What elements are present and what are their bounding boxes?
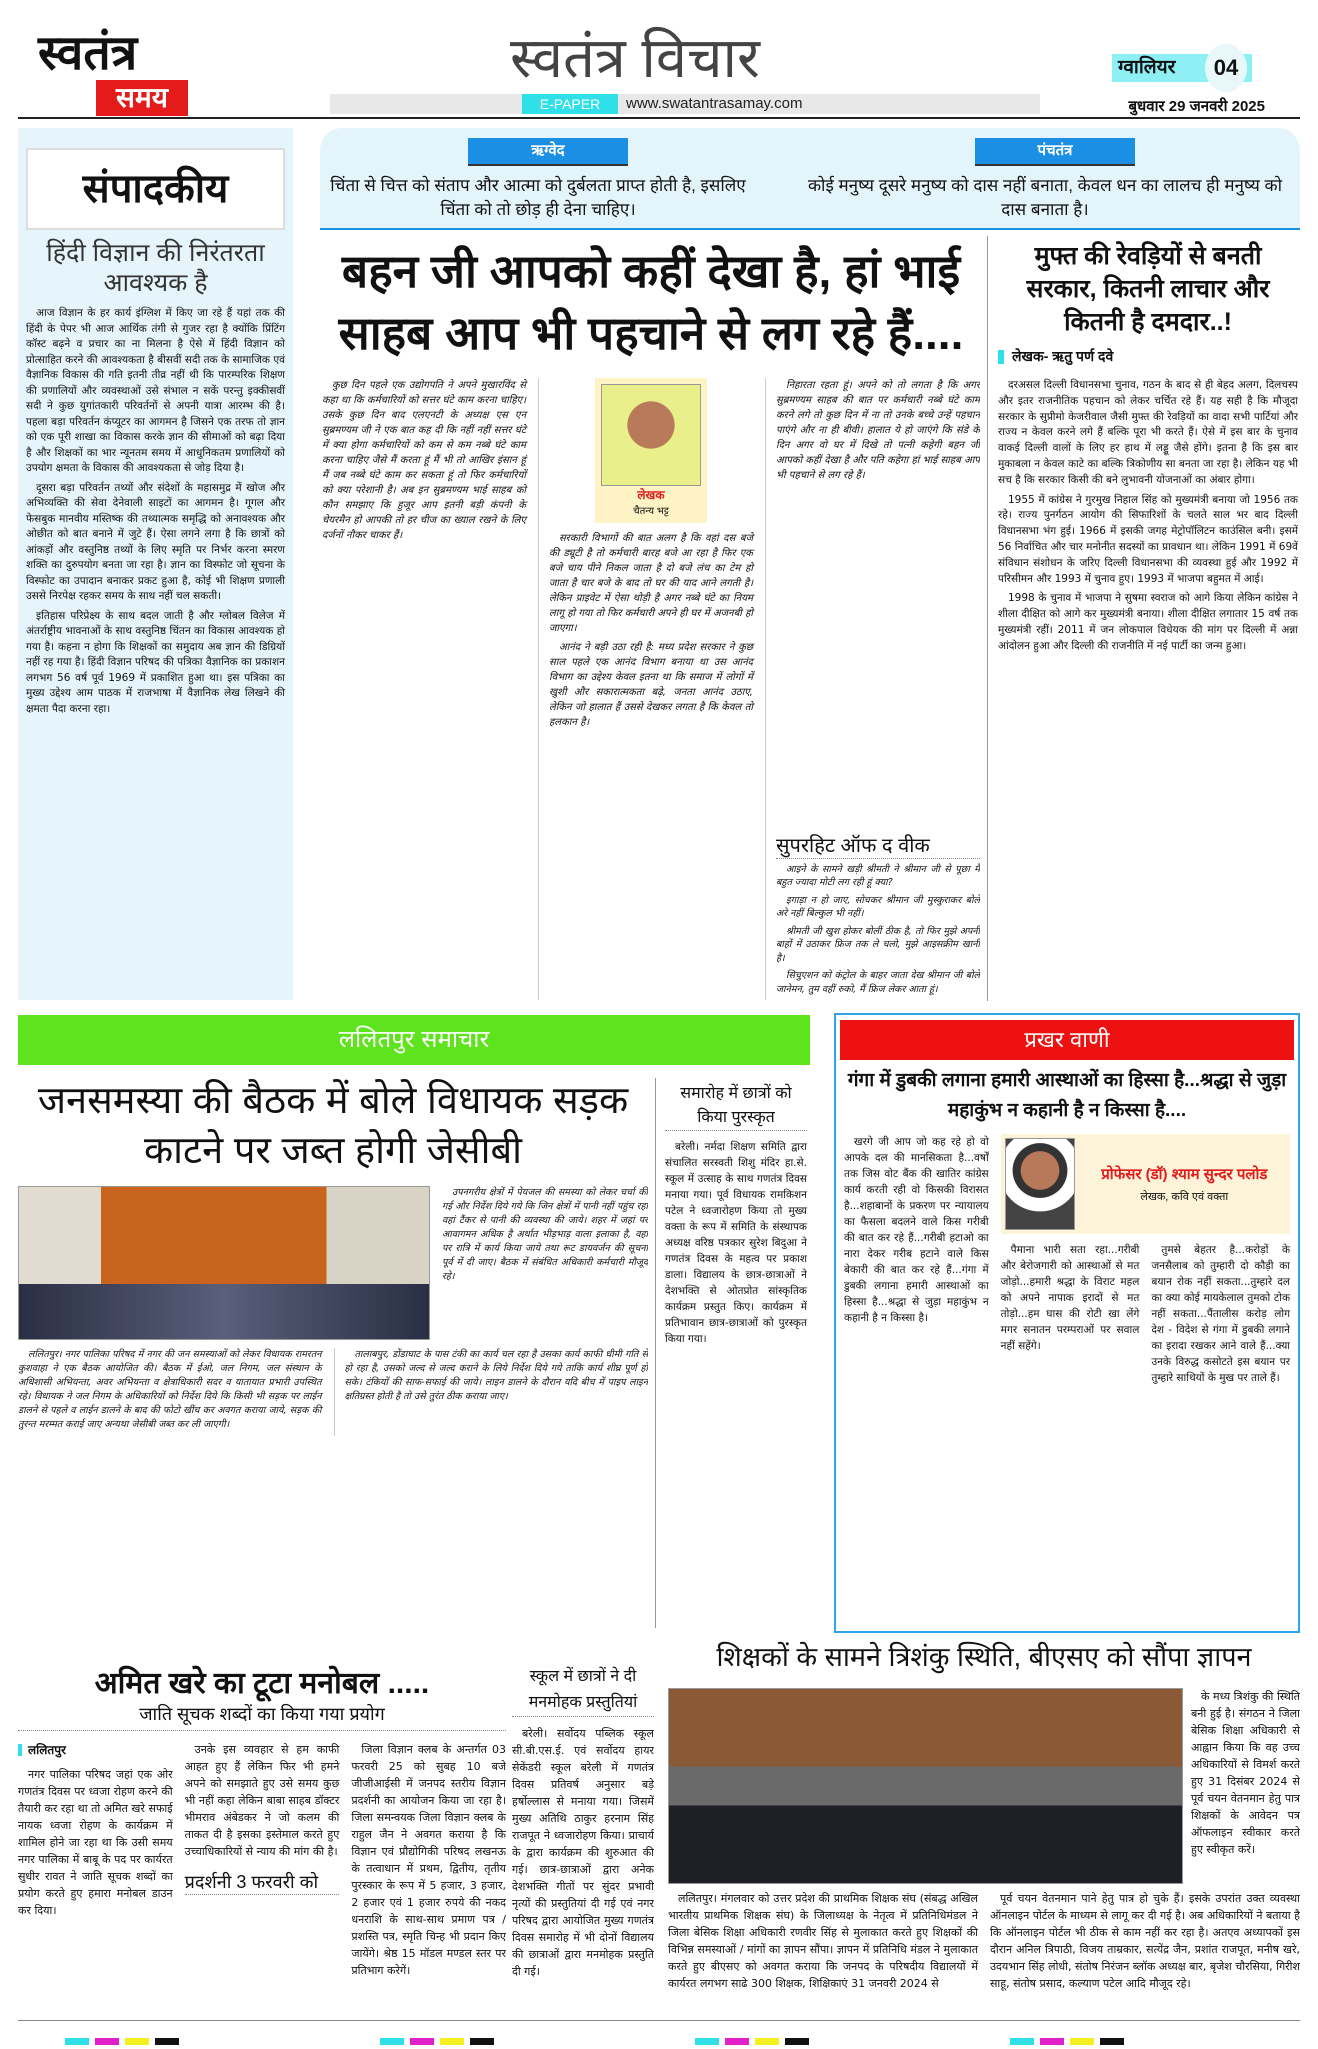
exhibition-body-col — [351, 1741, 506, 2016]
article-paragraph: आनंद ने बड़ी उठा रही है: मध्य प्रदेश सरकार ने कुछ साल पहले एक आनंद विभाग बनाया था उस आनंद विभाग का उद्देश्य केवल इतना था कि समाज में लोगों में खुशी और सकारात्मकता बढ़े, जनता आनंद उठाए, लेकिन जो हालात हैं उससे देखकर लगता है कि केवल तो हलकान है। — [549, 642, 753, 728]
quote-rigveda — [328, 138, 748, 222]
prakhar-vani-box — [834, 1013, 1300, 1633]
columnist-role: लेखक, कवि एवं वक्ता — [1140, 1190, 1229, 1203]
school-story — [512, 1664, 654, 2016]
logo-bottom: समय — [96, 80, 188, 116]
lalitpur-section-label: ललितपुर समाचार — [338, 1026, 490, 1053]
page-number: 04 — [1205, 44, 1247, 92]
joke-line: श्रीमती जी खुश होकर बोलीं ठीक है, तो फिर मुझे अपनी बाहों में उठाकर फ्रिज तक ले चलो, मुझे आइसक्रीम खानी है। — [776, 925, 980, 964]
prakhar-col-2 — [1001, 1242, 1140, 1390]
article-paragraph: नगर पालिका परिषद जहां एक ओर गणतंत्र दिवस पर ध्वजा रोहण करने की तैयारी कर रहा था तो अमित खरे सफाई नायक ध्वजा रोहण के कार्यक्रम में शामिल होने जा रहा था कि उसी समय नगर पालिका में बाबू के पद पर कार्यरत सुधीर रावत ने जाति सूचक शब्दों का प्रयोग करते हुए हमारा मनोबल डाउन कर दिया। — [18, 1767, 173, 1917]
article-paragraph: दरअसल दिल्ली विधानसभा चुनाव, गठन के बाद से ही बेहद अलग, दिलचस्प और इतर राजनीतिक पहचान को लेकर चर्चित रहे हैं। यह सही है कि मौजूदा सरकार के सुप्रीमो केजरीवाल जैसी मुफ्त की रेवड़ियों का वादा सभी पार्टियां और राज्य न केवल करने लगे हैं बल्कि पूरा भी करते हैं। ऐसे में इस बार के चुनाव वाकई दिल्ली वालों के लिए हर हाथ में लड्डू जैसे होंगे। इतना है कि इस बार मुकाबला न केवल काटे का बल्कि त्रिकोणीय सा बनता जा रहा है। लेकिन यह भी सच है कि सरकार किसी की बने लुभावनी योजनाओं का अंबार होगा। — [998, 379, 1298, 486]
quote-label: पंचतंत्र — [975, 138, 1135, 166]
amit-dateline — [18, 1741, 173, 1758]
masthead-divider — [18, 117, 1300, 119]
registration-marks — [0, 2030, 1318, 2040]
epaper-label: E-PAPER — [522, 94, 618, 114]
side-story — [665, 1082, 807, 1628]
cmyk-marks — [65, 2030, 185, 2049]
columnist-name: प्रोफेसर (डॉ) श्याम सुन्दर पलोड — [1101, 1165, 1268, 1183]
byline-text: लेखक- ऋतु पर्ण दवे — [1012, 348, 1114, 364]
dateline-text: ललितपुर — [28, 1742, 66, 1757]
article-paragraph: पैमाना भारी सता रहा...गरीबी और बेरोजगारी को आस्थाओं से मत जोड़ो...हमारी श्रद्धा के विराट महल को अपने नापाक इरादों से मत तोड़ो...हम घास की रोटी खा लेंगे मगर सनातन परम्पराओं पर सवाल नहीं सहेंगे। — [1000, 1244, 1140, 1352]
editorial-paragraph: इतिहास परिप्रेक्ष्य के साथ बदल जाती है और ग्लोबल विलेज में अंतर्राष्ट्रीय भावनाओं के साथ वस्तुनिष्ठ चिंतन का विकास आवश्यक हो गया है। कहना न होगा कि शिक्षकों का समुदाय अब ज्ञान की डिग्रियों नहीं रह गया है। हिंदी विज्ञान परिषद की पत्रिका वैज्ञानिक का प्रकाशन लगभग 56 वर्ष पूर्व 1969 में प्रकाशित हुआ था। इस पत्रिका का मुख्य उद्देश्य आम पाठक में राजभाषा में वैज्ञानिक लेख लिखने की क्षमता पैदा करना रहा। — [26, 609, 285, 715]
lalitpur-main-headline: जनसमस्या की बैठक में बोले विधायक सड़क काटने पर जब्त होगी जेसीबी — [37, 1080, 629, 1172]
footer-rule — [18, 2020, 1300, 2021]
website-link[interactable]: www.swatantrasamay.com — [626, 95, 803, 112]
column-divider — [655, 1078, 656, 1628]
side-story-headline: समारोह में छात्रों को किया पुरस्कृत — [665, 1082, 807, 1131]
meeting-table — [19, 1284, 429, 1339]
article-paragraph: खरगे जी आप जो कह रहे हो वो आपके दल की मानसिकता है...वर्षों तक जिस वोट बैंक की खातिर कांग्रेस कार्य करती रही वो किसकी विरासत है...शहाबानों के प्रकरण पर न्यायालय का फैसला बदलने वाले किस गरीबी की बात कर रहे हैं...गरीबी हटाओ का नारा देकर गरीब हटाने वाले किस बेकारी की बात कर रहे हैं...गंगा में डुबकी लगाना हमारी आस्थाओं का हिस्सा है...श्रद्धा से जुड़ा महाकुंभ न कहानी है न किस्सा है। — [844, 1136, 989, 1324]
byline — [998, 347, 1298, 366]
amit-story — [18, 1664, 506, 2016]
prakhar-right-part — [1001, 1134, 1290, 1625]
side-story-body — [665, 1139, 807, 1351]
logo — [38, 28, 173, 118]
byline-marker — [998, 350, 1004, 364]
editorial-column — [18, 128, 293, 1000]
meeting-photo — [18, 1186, 430, 1340]
amit-body-col1 — [18, 1766, 173, 1923]
main-col-2 — [538, 378, 753, 1000]
author-name: चैतन्य भट्ट — [633, 506, 669, 517]
quote-text: चिंता से चित्त को संताप और आत्मा को दुर्बलता प्राप्त होती है, इसलिए चिंता को तो छोड़ ही देना चाहिए। — [330, 176, 746, 219]
school-story-body — [512, 1725, 654, 1984]
lalitpur-col-1 — [18, 1348, 322, 1436]
article-paragraph: 1998 के चुनाव में भाजपा ने सुषमा स्वराज को आगे किया लेकिन कांग्रेस ने शीला दीक्षित को आगे कर मुख्यमंत्री बनाया। शीला दीक्षित लगातार 15 वर्ष तक मुख्यमंत्री रहीं। 2011 में जन लोकपाल विधेयक की मांग पर दिल्ली में अन्ना आंदोलन हुआ और दिल्ली की राजनीति में नई पार्टी का जन्म हुआ। — [998, 592, 1298, 652]
teachers-photo-row — [668, 1688, 1300, 1884]
right-article — [998, 240, 1298, 1000]
lalitpur-section-bar — [18, 1015, 810, 1065]
editorial-paragraph: दूसरा बड़ा परिवर्तन तथ्यों और संदेशों के महासमुद्र में खोज और अभिव्यक्ति की सेवा देनेवाली साइटों का आगमन है। गूगल और फेसबुक मानवीय मस्तिष्क की तथ्यात्मक समृद्धि को अनावश्यक और ओछीत को बात बनाने में जुटे हैं। ऐसा लगने लगा है कि छात्रों को आंकड़ों और वस्तुनिष्ठ तथ्यों के लिए स्मृति पर निर्भर करना स्मरण शक्ति का दुरुपयोग बनता जा रहा है। ज्ञान का विस्फोट जो सूचना के विस्फोट का उपादान बनाकर प्रकट हुआ है, कोई भी शिक्षण प्रणाली उससे निरपेक्ष रहकर समय के साथ नहीं चल सकती। — [26, 481, 285, 602]
teachers-headline: शिक्षकों के सामने त्रिशंकु स्थिति, बीएसए को सौंपा ज्ञापन — [716, 1642, 1252, 1672]
joke-line: आइने के सामने खड़ी श्रीमती ने श्रीमान जी से पूछा मैं बहुत ज्यादा मोटी लग रही हूं क्या? — [776, 863, 980, 888]
quote-panchatantra — [800, 138, 1290, 222]
prakhar-vani-label: प्रखर वाणी — [1024, 1027, 1110, 1052]
article-paragraph: उनके इस व्यवहार से हम काफी आहत हुए हैं लेकिन फिर भी हमने अपने को समझाते हुए उसे समय कुछ भी नहीं कहा लेकिन बाबा साहब डॉक्टर भीमराव अंबेडकर ने जो कलम की ताकत दी है इसका इस्तेमाल करते हुए उच्चाधिकारियों से न्याय की मांग की है। — [184, 1742, 340, 1858]
lalitpur-main — [18, 1076, 648, 1628]
article-paragraph: बरेली। नर्मदा शिक्षण समिति द्वारा संचालित सरस्वती शिशु मंदिर हा.से. स्कूल में उत्साह के साथ गणतंत्र दिवस मनाया गया। पूर्व विधायक रामकिशन पटेल ने ध्वजारोहण किया तो मुख्य वक्ता के रूप में समिति के संस्थापक अध्यक्ष वरिष्ठ पत्रकार सुरेश बिदुआ ने गणतंत्र दिवस के महत्व पर प्रकाश डाला। विद्यालय के छात्र-छात्राओं ने देशभक्ति से ओतप्रोत सांस्कृतिक कार्यक्रम प्रस्तुत किए। कार्यक्रम में प्रतिभावान छात्र-छात्राओं को पुरस्कृत किया गया। — [665, 1141, 807, 1345]
editorial-body — [26, 306, 285, 721]
page-title: स्वतंत्र विचार — [510, 26, 760, 89]
amit-col-1 — [18, 1741, 173, 2016]
prakhar-col-1 — [844, 1134, 989, 1625]
article-paragraph: निहारता रहता हूं। अपने को तो लगता है कि अगर सुब्रमण्यम साहब की बात पर कर्मचारी नब्बे घंटे काम करने लगे तो कुछ दिन में ना तो उनके बच्चे उन्हें पहचान पाएंगे और ना ही बीवी। हालात ये हो जाएंगे कि संडे के दिन अगर वो घर में दिखे तो पत्नी कहेगी बहन जी आपको कहीं देखा है और पति कहेगा हां भाई साहब आप भी पहचाने से लग रहे हैं। — [776, 380, 980, 481]
quotes-band — [320, 128, 1300, 230]
edition-city: ग्वालियर — [1118, 57, 1176, 78]
editorial-label-box — [26, 148, 285, 230]
editorial-headline: हिंदी विज्ञान की निरंतरता आवश्यक है — [46, 239, 265, 297]
prakhar-vani-bar — [840, 1020, 1294, 1060]
article-paragraph: तालाबपुर, डोंडाघाट के पास टंकी का कार्य चल रहा है उसका कार्य काफी धीमी गति से हो रहा है, उसको जल्द से जल्द कराने के लिये निर्देश दिये गये ताकि कार्य शीघ्र पूर्ण हो सके। टंकियों की साफ-सफाई की जाये। लाइन डालने के दौरान यदि बीच में पाइप लाइन क्षतिग्रस्त होती है तो उसे तुरंत ठीक कराया जाए। — [344, 1349, 648, 1402]
lalitpur-main-body — [18, 1348, 648, 1436]
school-story-headline: स्कूल में छात्रों ने दी मनमोहक प्रस्तुतियां — [512, 1664, 654, 1717]
teachers-photo — [668, 1688, 1183, 1884]
teachers-side-body — [1191, 1688, 1300, 1884]
teachers-story — [668, 1632, 1300, 2016]
author-photo-box — [595, 378, 707, 523]
joke-line: सिचुएशन को कंट्रोल के बाहर जाता देख श्रीमान जी बोले जानेमन, तुम वहीं रुको, मैं फ्रिज लेकर आता हूं। — [776, 970, 980, 995]
quote-text: कोई मनुष्य दूसरे मनुष्य को दास नहीं बनाता, केवल धन का लालच ही मनुष्य को दास बनाता है। — [807, 176, 1283, 219]
quote-label: ऋग्वेद — [468, 138, 628, 166]
cmyk-marks — [695, 2030, 815, 2049]
main-col-1 — [322, 378, 526, 1000]
prakhar-vani-body — [840, 1134, 1294, 1625]
article-paragraph: तुमसे बेहतर है...करोड़ों के जनसैलाब को तुम्हारी दो कौड़ी का बयान रोक नहीं सकता...तुम्हारे दल का क्या कोई मायकेलाल तुमको टोक नहीं सकता...पैंतालीस करोड़ लोग देश - विदेश से गंगा में डुबकी लगाने का इरादा रखकर आने वाले हैं...क्या उनके विरुद्ध कसोटते इस बयान पर तुम्हारे साथियों के मुख पर ताले हैं। — [1151, 1244, 1291, 1384]
column-divider — [987, 236, 988, 1001]
prakhar-vani-headline: गंगा में डुबकी लगाना हमारी आस्थाओं का हिस्सा है...श्रद्धा से जुड़ा महाकुंभ न कहानी है न किस्सा है.... — [847, 1070, 1287, 1121]
article-paragraph: 1955 में कांग्रेस ने गुरमुख निहाल सिंह को मुख्यमंत्री बनाया जो 1956 तक रहे। राज्य पुनर्गठन आयोग की सिफारिशों के चलते साल भर बाद दिल्ली विधानसभा भंग हुई। 1966 में इसकी जगह मेट्रोपॉलिटन काउंसिल बनी। इसमें 56 निर्वाचित और चार मनोनीत सदस्यों का प्रावधान था। लेकिन 1991 में 69वें संविधान संशोधन के जरिए दिल्ली विधानसभा की व्यवस्था हुई और 1992 में परिसीमन और 1993 में चुनाव हुए। 1993 में भाजपा बहुमत में आई। — [998, 493, 1298, 585]
right-headline: मुफ्त की रेवड़ियों से बनती सरकार, कितनी लाचार और कितनी है दमदार..! — [1026, 242, 1270, 336]
cmyk-marks — [1010, 2030, 1130, 2049]
main-col-3 — [765, 378, 980, 1000]
main-article-body — [322, 378, 980, 1000]
superhit-body — [776, 863, 980, 997]
columnist-box — [1001, 1134, 1290, 1234]
amit-col-2 — [185, 1741, 340, 2016]
article-paragraph: सरकारी विभागों की बात अलग है कि वहां दस बजे की ड्यूटी है तो कर्मचारी बारह बजे आ रहा है फिर एक बजे चाय पीने निकल जाता है दो बजे लंच का टेम हो जाता है चार बजे के बाद तो घर की याद आने लगती है। लेकिन प्राइवेट में ऐसा थोड़ी है अगर नब्बे घंटे का नियम लागू हो गया तो फिर कर्मचारी अपने ही घर में अजनबी हो जाएगा। — [549, 533, 753, 634]
lalitpur-photo-row — [18, 1186, 648, 1340]
cmyk-marks — [380, 2030, 500, 2049]
editorial-paragraph: आज विज्ञान के हर कार्य इंग्लिश में किए जा रहे हैं यहां तक की हिंदी के पेपर भी आज आर्थिक तंगी से गुजर रहा है क्योंकि प्रिंटिंग कॉस्ट बढ़ने व प्रचार का ना मिलना है ऐसे में हिंदी विज्ञान को प्रोत्साहित करने की आवश्यकता है बीसवीं सदी तक के सामाजिक एवं वैज्ञानिक विकास की गति इतनी तीव्र नहीं थी कि पारम्परिक शिक्षण की प्रणालियों और व्यवस्थाओं उसे संभाल न सकें परन्तु इक्कीसवीं सदी ने कुछ युगांतकारी परिवर्तनों से अपनी यात्रा आरम्भ की है। पहला बड़ा परिवर्तन कंप्यूटर का आगमन है जिसने एक तरफ तो ज्ञान को एक पूरी शाखा का विकास करके ज्ञान की सीमाओं को बढ़ा दिया है और शिक्षकों का भार न्यूनतम समय में आधुनिकतम प्रणालियों को उपयोग क्षमता के विकास की आवश्यकता से जोड़ दिया है। — [26, 307, 285, 474]
exhibition-headline: प्रदर्शनी 3 फरवरी को — [185, 1870, 340, 1895]
amit-body-col2 — [185, 1741, 340, 1864]
columnist-info — [1083, 1165, 1286, 1204]
main-article — [322, 240, 980, 1000]
article-paragraph: के मध्य त्रिशंकु की स्थिति बनी हुई है। संगठन ने जिला बेसिक शिक्षा अधिकारी से आह्वान किया कि वह उच्च अधिकारियों से विमर्श करते हुए 31 दिसंबर 2024 से पूर्व चयन वेतनमान हेतु पात्र शिक्षकों के आवेदन पत्र ऑफलाइन स्वीकार करते हुए स्वीकृत करें। — [1191, 1690, 1300, 1856]
logo-top: स्वतंत्र — [38, 27, 138, 80]
article-paragraph: उपनगरीय क्षेत्रों में पेयजल की समस्या को लेकर चर्चा की गई और निर्देश दिये गये कि जिन क्षेत्रों में पानी नहीं पहुंच रहा वहां टैंकर से पानी की व्यवस्था की जाये। शहर में जहां पर आवागमन अधिक है अर्थात भीड़भाड़ वाला इलाका है, वहां पर रात्रि में कार्य किया जाये तथा रूट डायवर्जन की सूचना पूर्व में दी जाए। बैठक में संबंधित अधिकारी कर्मचारी मौजूद रहे। — [442, 1187, 648, 1282]
issue-date: बुधवार 29 जनवरी 2025 — [1128, 98, 1265, 115]
editorial-label: संपादकीय — [82, 167, 229, 211]
article-paragraph: जिला विज्ञान क्लब के अन्तर्गत 03 फरवरी 25 को सुबह 10 बजे जीजीआईसी में जनपद स्तरीय विज्ञान प्रदर्शनी का आयोजन किया जा रहा है। जिला समन्वयक जिला विज्ञान क्लब के राहुल जैन ने अवगत कराया है कि विज्ञान एवं प्रौद्योगिकी परिषद लखनऊ के तत्वाधान में प्रथम, द्वितीय, तृतीय पुरस्कार के रूप में 5 हजार, 3 हजार, 2 हजार एवं 1 हजार रुपये की नकद धनराशि के साथ-साथ प्रमाण पत्र / प्रशस्ति पत्र, स्मृति चिन्ह भी प्रदान किए जायेंगे। श्रेष्ठ 15 मॉडल मण्डल स्तर पर प्रतिभाग करेगें। — [351, 1742, 506, 1977]
right-article-body — [998, 378, 1298, 659]
article-paragraph: कुछ दिन पहले एक उद्योगपति ने अपने मुखारविंद से कहा था कि कर्मचारियों को सत्तर घंटे काम करना चाहिए। उसके कुछ दिन बाद एलएनटी के अध्यक्ष एस एन सुब्रमण्यम जी ने एक बात कह दी कि नहीं नहीं सत्तर घंटे में क्या होगा कर्मचारियों को कम से कम नब्बे घंटे काम करना चाहिए जैसे मैं करता हूं मैं भी तो आखिर इंसान हूं मैं जब नब्बे घंटे काम कर सकता हूं तो फिर कर्मचारियों को क्या परेशानी है। अब इन सुब्रमण्यम भाई साहब को कौन समझाए कि हुजूर आप इतनी बड़ी कंपनी के चेयरमैन हो आपकी तो हर चीज का ख्याल रखने के लिए दर्जनों नौकर चाकर हैं। — [322, 380, 526, 541]
teachers-body — [668, 1890, 1300, 1996]
prakhar-subcols — [1001, 1242, 1290, 1390]
lalitpur-main-body-top — [442, 1186, 648, 1340]
article-paragraph: बरेली। सर्वोदय पब्लिक स्कूल सी.बी.एस.ई. एवं सर्वोदय हायर सेकेंडरी स्कूल बरेली में गणतंत्र दिवस प्रतिवर्ष अनुसार बड़े हर्षोल्लास से मनाया गया। जिसमें मुख्य अतिथि ठाकुर हरनाम सिंह राजपूत ने ध्वजारोहण किया। प्राचार्य के द्वारा कार्यक्रम की शुरुआत की गई। छात्र-छात्राओं द्वारा अनेक देशभक्ति गीतों पर सुंदर प्रभावी नृत्यों की प्रस्तुतियां दी गई एवं नगर परिषद द्वारा आयोजित मुख्य गणतंत्र दिवस समारोह में भी दोनों विद्यालय की छात्राओं द्वारा मनमोहक प्रस्तुति दी गई। — [512, 1727, 654, 1978]
article-paragraph: ललितपुर। नगर पालिका परिषद में नगर की जन समस्याओं को लेकर विधायक रामरतन कुशवाहा ने एक बैठक आयोजित की। बैठक में ईओ, जल निगम, जल संस्थान के अधिशासी अभियन्ता, अवर अभियन्ता व क्षेत्राधिकारी सदर व यातायात प्रभारी उपस्थित रहे। विधायक ने जल निगम के अधिकारियों को निर्देश दिये कि किसी भी सड़क पर लाईन डालने से पहले व लाईन डालने के बाद की फोटो खींच कर अवगत कराया जाये, सड़क की तुरन्त मरम्मत कराई जाए अन्यथा जेसीबी जब्त कर ली जाएगी। — [18, 1349, 322, 1430]
dateline-marker — [18, 1744, 22, 1756]
superhit-title: सुपरहिट ऑफ द वीक — [776, 831, 980, 859]
author-label: लेखक — [637, 488, 665, 502]
article-paragraph: ललितपुर। मंगलवार को उत्तर प्रदेश की प्राथमिक शिक्षक संघ (संबद्ध अखिल भारतीय प्राथमिक शिक्षक संघ) के जिलाध्यक्ष के नेतृत्व में प्रतिनिधिमंडल ने जिला बेसिक शिक्षा अधिकारी रणवीर सिंह से मुलाकात करते हुए शिक्षकों की विभिन्न समस्याओं / मांगों का ज्ञापन सौंपा। ज्ञापन में प्रतिनिधि मंडल ने मुलाकात करते हुए बीएसए को अवगत कराया कि जनपद के परिषदीय विद्यालयों में कार्यरत लगभग साढे 300 शिक्षक, शिक्षिकाएं 31 जनवरी 2024 से — [668, 1892, 978, 1990]
masthead — [0, 0, 1318, 120]
prakhar-col-3 — [1151, 1242, 1290, 1390]
main-headline: बहन जी आपको कहीं देखा है, हां भाई साहब आप भी पहचाने से लग रहे हैं.... — [338, 245, 964, 359]
columnist-photo — [1005, 1138, 1075, 1230]
amit-headline: अमित खरे का टूटा मनोबल ..... — [94, 1667, 430, 1700]
superhit-box — [776, 825, 980, 1001]
amit-columns — [18, 1741, 506, 2016]
teachers-col-1 — [668, 1890, 978, 1996]
article-paragraph: पूर्व चयन वेतनमान पाने हेतु पात्र हो चुके हैं। इसके उपरांत उक्त व्यवस्था ऑनलाइन पोर्टल के माध्यम से लागू कर दी गई है। अब अधिकारियों ने बताया है कि ऑनलाइन पोर्टल भी ठीक से काम नहीं कर रहा है। अतएव अध्यापकों इस दौरान अनिल त्रिपाठी, विजय ताम्रकार, सत्येंद्र जैन, प्रशांत राजपूत, मनीष खरे, उदयभान सिंह लोधी, संतोष निरंजन ब्लॉक अध्यक्ष बार, बृजेश चौरसिया, गिरीश साहू, संतोष प्रसाद, कल्याण पटेल आदि मौजूद रहे। — [990, 1892, 1300, 1990]
joke-line: इगाड़ा न हो जाए, सोचकर श्रीमान जी मुस्कुराकर बोले अरे नहीं बिल्कुल भी नहीं। — [776, 894, 980, 919]
teachers-col-2 — [990, 1890, 1300, 1996]
amit-subhead: जाति सूचक शब्दों का किया गया प्रयोग — [18, 1704, 506, 1731]
lalitpur-col-2 — [334, 1348, 649, 1436]
author-photo — [601, 384, 701, 486]
